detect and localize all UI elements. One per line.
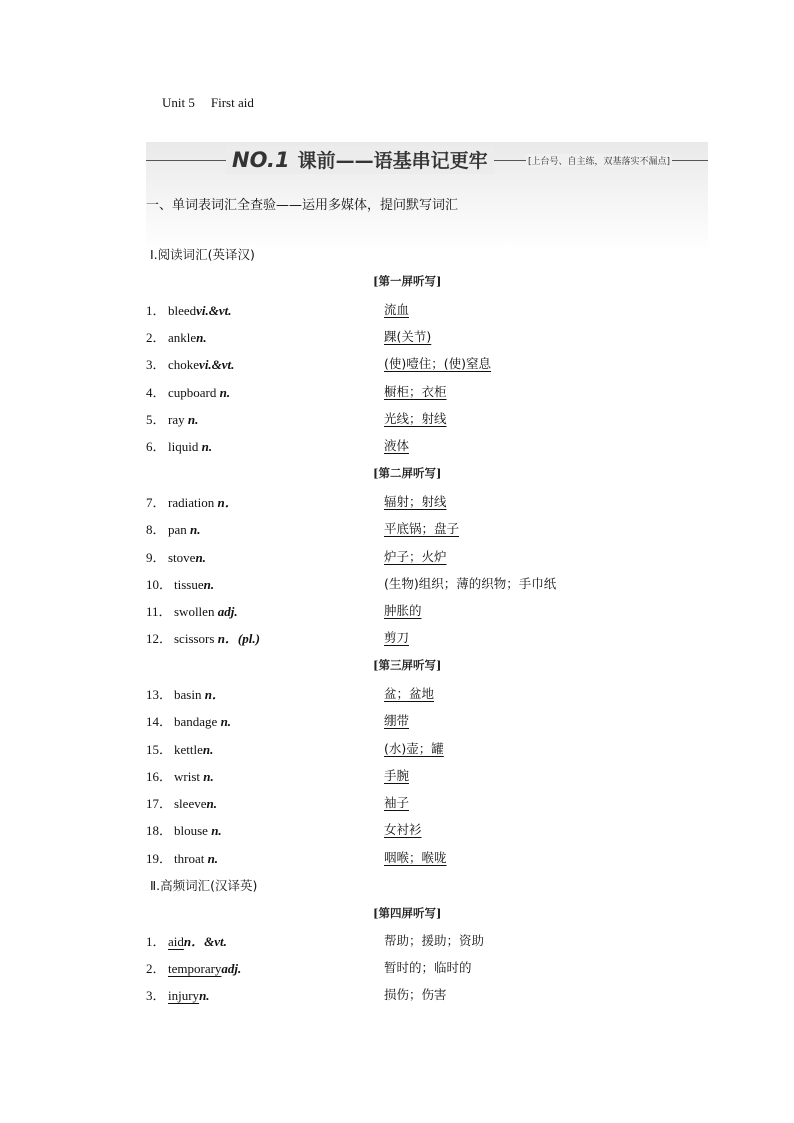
item-number: 12． [146, 631, 173, 646]
english-word: bleed [168, 303, 197, 318]
chinese-meaning: 平底锅；盘子 [384, 521, 460, 536]
vocab-row [146, 409, 706, 429]
part-of-speech: n．&vt. [183, 934, 227, 949]
part-of-speech: n. [203, 577, 215, 592]
chinese-meaning: 绷带 [384, 713, 410, 728]
chinese-meaning: 流血 [384, 302, 410, 317]
part-of-speech: n. [220, 714, 232, 729]
part-of-speech: n. [203, 769, 214, 784]
vocab-row [146, 958, 706, 978]
unit-topic: First aid [210, 95, 254, 110]
part-of-speech: n. [219, 385, 231, 400]
item-number: 15． [146, 742, 173, 757]
part-of-speech: n. [202, 742, 214, 757]
item-number: 17． [146, 796, 173, 811]
part-of-speech: n. [211, 823, 222, 838]
chinese-meaning: (使)噎住；(使)窒息 [384, 356, 492, 371]
vocab-row [146, 711, 706, 731]
vocab-row [146, 382, 706, 402]
item-number: 1． [146, 934, 166, 949]
unit-title [162, 95, 254, 111]
english-word: wrist [174, 769, 204, 784]
chinese-meaning: 光线；射线 [384, 411, 447, 426]
item-number: 8． [146, 522, 166, 537]
item-number: 9． [146, 550, 166, 565]
vocab-row [146, 820, 706, 840]
vocab-row [146, 628, 706, 648]
banner-number: NO.1 [232, 148, 290, 172]
part-of-speech: n． [204, 687, 225, 702]
chinese-meaning: 盆；盆地 [384, 686, 435, 701]
english-word: liquid [168, 439, 202, 454]
part-of-speech: n. [190, 522, 201, 537]
item-number: 6． [146, 439, 166, 454]
chinese-meaning: 剪刀 [384, 630, 410, 645]
part-of-speech: n. [195, 550, 206, 565]
unit-number: Unit 5 [162, 95, 195, 110]
english-word: bandage [174, 714, 221, 729]
english-word: sleeve [174, 796, 207, 811]
item-number: 11． [146, 604, 172, 619]
part-of-speech: n．(pl.) [217, 631, 260, 646]
item-number: 4． [146, 385, 166, 400]
vocab-row [146, 354, 706, 374]
item-number: 3． [146, 988, 166, 1003]
item-number: 10． [146, 577, 173, 592]
vocab-row [146, 931, 706, 951]
chinese-meaning: 损伤；伤害 [384, 987, 447, 1002]
chinese-meaning: 辐射；射线 [384, 494, 447, 509]
english-word: kettle [174, 742, 203, 757]
part-of-speech: adj. [221, 961, 242, 976]
banner-title [226, 146, 494, 174]
english-word: basin [174, 687, 205, 702]
english-word: tissue [174, 577, 204, 592]
english-word: choke [168, 357, 200, 372]
english-word: ray [168, 412, 188, 427]
english-word: throat [174, 851, 208, 866]
english-word: blouse [174, 823, 212, 838]
english-word: ankle [168, 330, 197, 345]
item-number: 19． [146, 851, 173, 866]
vocab-row [146, 766, 706, 786]
chinese-meaning: 液体 [384, 438, 410, 453]
item-number: 2． [146, 961, 166, 976]
english-word: swollen [174, 604, 218, 619]
english-word: cupboard [168, 385, 220, 400]
high-freq-vocab-heading: Ⅱ.高频词汇(汉译英) [150, 878, 258, 893]
item-number: 5． [146, 412, 166, 427]
part-of-speech: n. [201, 439, 213, 454]
item-number: 1． [146, 303, 166, 318]
item-number: 16． [146, 769, 173, 784]
vocab-row [146, 519, 706, 539]
screen-label: [第一屏听写] [373, 274, 442, 288]
vocab-row [146, 327, 706, 347]
vocab-row [146, 793, 706, 813]
chinese-meaning: 暂时的；临时的 [384, 960, 472, 975]
item-number: 14． [146, 714, 173, 729]
item-number: 2． [146, 330, 166, 345]
chinese-meaning: 袖子 [384, 795, 410, 810]
english-word: temporary [168, 961, 222, 976]
screen-label: [第四屏听写] [373, 906, 442, 920]
item-number: 3． [146, 357, 166, 372]
item-number: 18． [146, 823, 173, 838]
english-word: stove [168, 550, 196, 565]
chinese-meaning: 帮助；援助；资助 [384, 933, 485, 948]
chinese-meaning: 女衬衫 [384, 822, 422, 837]
banner-section-name: 课前——语基串记更牢 [297, 150, 488, 172]
part-of-speech: n． [217, 495, 238, 510]
english-word: scissors [174, 631, 218, 646]
english-word: radiation [168, 495, 218, 510]
vocab-row [146, 739, 706, 759]
vocab-row [146, 300, 706, 320]
chinese-meaning: (生物)组织；薄的织物；手巾纸 [384, 576, 557, 591]
part-of-speech: n. [187, 412, 199, 427]
english-word: aid [168, 934, 184, 949]
reading-vocab-heading: Ⅰ.阅读词汇(英译汉) [150, 247, 255, 262]
chinese-meaning: (水)壶；罐 [384, 741, 444, 756]
vocab-row [146, 985, 706, 1005]
item-number: 13． [146, 687, 173, 702]
screen-label: [第三屏听写] [373, 658, 442, 672]
part-of-speech: n. [199, 988, 210, 1003]
chinese-meaning: 肿胀的 [384, 603, 422, 618]
screen-label: [第二屏听写] [373, 466, 442, 480]
chinese-meaning: 橱柜；衣柜 [384, 384, 447, 399]
section-heading: 一、单词表词汇全查验——运用多媒体，提问默写词汇 [146, 198, 459, 213]
english-word: injury [168, 988, 200, 1003]
vocab-row [146, 684, 706, 704]
part-of-speech: n. [196, 330, 207, 345]
chinese-meaning: 炉子；火炉 [384, 549, 447, 564]
english-word: pan [168, 522, 191, 537]
chinese-meaning: 咽喉；喉咙 [384, 850, 447, 865]
part-of-speech: vi.&vt. [199, 357, 235, 372]
vocab-row [146, 547, 706, 567]
chinese-meaning: 手腕 [384, 768, 410, 783]
banner-tagline: [上台号、自主练，双基落实不漏点] [526, 154, 672, 167]
part-of-speech: adj. [217, 604, 238, 619]
part-of-speech: n. [207, 851, 219, 866]
vocab-row [146, 436, 706, 456]
chinese-meaning: 踝(关节) [384, 329, 432, 344]
item-number: 7． [146, 495, 166, 510]
vocab-row [146, 601, 706, 621]
vocab-row [146, 492, 706, 512]
part-of-speech: n. [206, 796, 217, 811]
vocab-row [146, 574, 706, 594]
vocab-row [146, 848, 706, 868]
part-of-speech: vi.&vt. [196, 303, 232, 318]
